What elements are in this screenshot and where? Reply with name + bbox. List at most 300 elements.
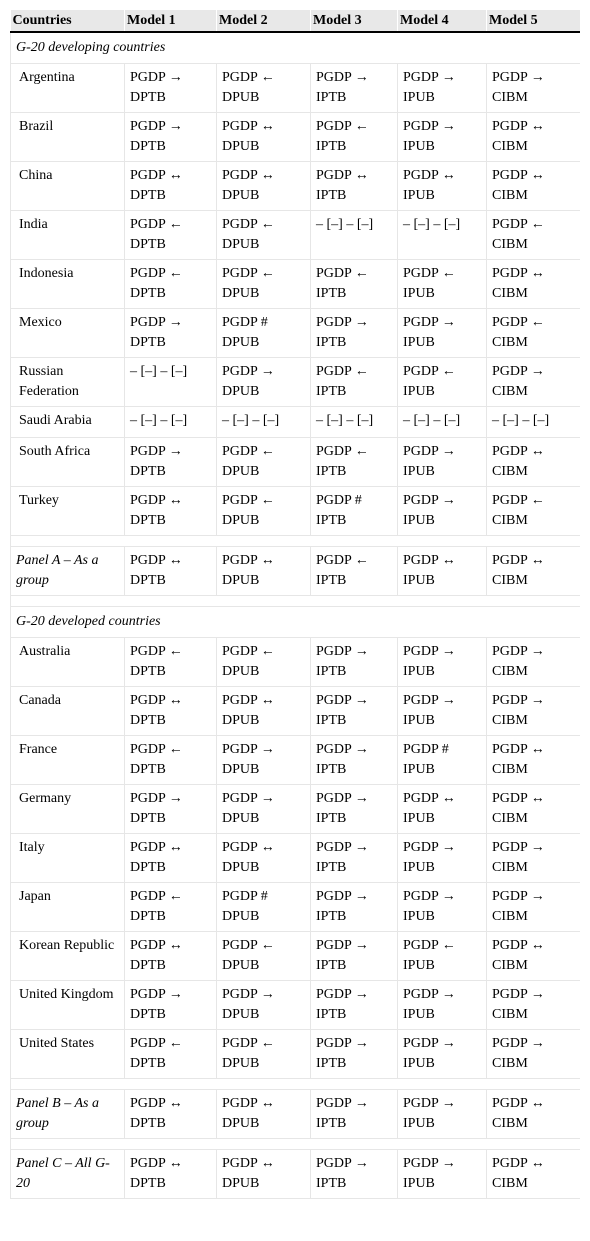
- result-relation: PGDP #: [403, 742, 449, 757]
- result-variable: DPTB: [130, 762, 166, 777]
- result-variable: IPTB: [316, 573, 347, 588]
- result-variable: CIBM: [492, 188, 528, 203]
- result-variable: IPUB: [403, 811, 435, 826]
- result-cell: [487, 547, 581, 596]
- result-cell: [487, 113, 581, 162]
- result-variable: DPUB: [222, 909, 260, 924]
- result-cell: [398, 113, 487, 162]
- result-variable: DPTB: [130, 573, 166, 588]
- result-cell: [217, 211, 311, 260]
- result-cell: [311, 211, 398, 260]
- result-relation: PGDP ↔: [222, 693, 275, 708]
- result-relation: PGDP →: [316, 938, 369, 953]
- country-name: France: [11, 736, 125, 785]
- section-heading: G-20 developed countries: [11, 607, 581, 638]
- result-variable: IPTB: [316, 464, 347, 479]
- table-row: [11, 785, 581, 834]
- result-variable: IPUB: [403, 1056, 435, 1071]
- result-relation: – [–] – [–]: [403, 413, 461, 428]
- result-variable: DPTB: [130, 811, 166, 826]
- result-relation: PGDP →: [492, 840, 545, 855]
- result-relation: PGDP ↔: [316, 168, 369, 183]
- result-cell: [311, 407, 398, 438]
- result-variable: IPUB: [403, 958, 435, 973]
- result-relation: PGDP →: [130, 987, 183, 1002]
- result-cell: [487, 407, 581, 438]
- table-row: [11, 438, 581, 487]
- result-relation: PGDP →: [403, 1036, 456, 1051]
- result-variable: IPUB: [403, 909, 435, 924]
- result-relation: – [–] – [–]: [316, 217, 374, 232]
- result-cell: [217, 113, 311, 162]
- result-variable: DPTB: [130, 909, 166, 924]
- result-relation: PGDP →: [316, 840, 369, 855]
- country-name: Australia: [11, 638, 125, 687]
- table-row: [11, 687, 581, 736]
- result-relation: PGDP →: [316, 987, 369, 1002]
- result-variable: IPTB: [316, 1007, 347, 1022]
- result-cell: [311, 113, 398, 162]
- result-relation: PGDP →: [130, 70, 183, 85]
- table-row: [11, 309, 581, 358]
- result-variable: IPUB: [403, 713, 435, 728]
- result-variable: IPTB: [316, 713, 347, 728]
- results-table-container: [10, 10, 580, 1231]
- result-relation: PGDP ↔: [492, 938, 545, 953]
- result-relation: PGDP ↔: [222, 1096, 275, 1111]
- result-cell: [125, 1090, 217, 1139]
- result-relation: PGDP →: [130, 791, 183, 806]
- result-cell: [398, 211, 487, 260]
- country-name: Italy: [11, 834, 125, 883]
- header-model-3: Model 3: [311, 10, 398, 32]
- result-relation: PGDP ↔: [130, 553, 183, 568]
- table-row: [11, 932, 581, 981]
- result-cell: [398, 260, 487, 309]
- result-variable: CIBM: [492, 286, 528, 301]
- country-name: South Africa: [11, 438, 125, 487]
- result-cell: [217, 309, 311, 358]
- result-relation: PGDP →: [403, 987, 456, 1002]
- country-name: Argentina: [11, 64, 125, 113]
- result-variable: DPTB: [130, 1116, 166, 1131]
- result-cell: [311, 834, 398, 883]
- result-relation: PGDP ←: [222, 444, 275, 459]
- result-cell: [487, 211, 581, 260]
- result-variable: CIBM: [492, 573, 528, 588]
- result-cell: [487, 64, 581, 113]
- panel-label: Panel B – As a group: [11, 1090, 125, 1139]
- result-relation: PGDP →: [492, 70, 545, 85]
- result-variable: DPUB: [222, 90, 260, 105]
- result-cell: [125, 64, 217, 113]
- result-relation: PGDP →: [403, 889, 456, 904]
- result-relation: PGDP ↔: [130, 693, 183, 708]
- result-relation: PGDP ↔: [130, 938, 183, 953]
- result-cell: [487, 438, 581, 487]
- result-cell: [398, 309, 487, 358]
- result-cell: [125, 883, 217, 932]
- result-cell: [311, 64, 398, 113]
- result-cell: [217, 834, 311, 883]
- result-variable: IPUB: [403, 1007, 435, 1022]
- result-variable: CIBM: [492, 713, 528, 728]
- result-variable: CIBM: [492, 1056, 528, 1071]
- header-model-4: Model 4: [398, 10, 487, 32]
- result-variable: DPUB: [222, 1176, 260, 1191]
- result-variable: IPTB: [316, 90, 347, 105]
- result-cell: [487, 687, 581, 736]
- result-relation: – [–] – [–]: [130, 364, 188, 379]
- result-relation: PGDP ↔: [130, 1096, 183, 1111]
- result-variable: IPTB: [316, 1056, 347, 1071]
- result-relation: PGDP →: [403, 70, 456, 85]
- result-variable: DPTB: [130, 1056, 166, 1071]
- result-relation: PGDP →: [222, 987, 275, 1002]
- result-relation: PGDP ←: [130, 889, 183, 904]
- result-cell: [487, 638, 581, 687]
- result-relation: PGDP #: [316, 493, 362, 508]
- result-cell: [125, 113, 217, 162]
- result-relation: PGDP →: [492, 1036, 545, 1051]
- spacer-row: [11, 536, 581, 547]
- result-cell: [398, 736, 487, 785]
- result-variable: IPUB: [403, 664, 435, 679]
- result-variable: IPTB: [316, 384, 347, 399]
- result-variable: IPUB: [403, 335, 435, 350]
- result-variable: CIBM: [492, 139, 528, 154]
- result-variable: CIBM: [492, 237, 528, 252]
- result-relation: PGDP →: [403, 315, 456, 330]
- result-variable: DPTB: [130, 1176, 166, 1191]
- result-cell: [125, 981, 217, 1030]
- result-cell: [217, 687, 311, 736]
- result-relation: PGDP ←: [316, 266, 369, 281]
- result-relation: PGDP →: [316, 315, 369, 330]
- result-variable: IPTB: [316, 139, 347, 154]
- result-relation: PGDP ←: [492, 217, 545, 232]
- result-variable: DPUB: [222, 860, 260, 875]
- result-relation: PGDP ←: [316, 364, 369, 379]
- result-relation: PGDP ←: [222, 493, 275, 508]
- result-variable: DPTB: [130, 958, 166, 973]
- panel-label: Panel C – All G-20: [11, 1150, 125, 1199]
- result-cell: [487, 834, 581, 883]
- result-cell: [487, 309, 581, 358]
- country-name: Turkey: [11, 487, 125, 536]
- result-cell: [311, 785, 398, 834]
- result-cell: [311, 883, 398, 932]
- section-heading-row: [11, 32, 581, 64]
- result-relation: PGDP →: [403, 119, 456, 134]
- result-relation: PGDP →: [316, 742, 369, 757]
- result-cell: [217, 64, 311, 113]
- result-relation: PGDP →: [403, 644, 456, 659]
- result-variable: CIBM: [492, 958, 528, 973]
- result-variable: IPTB: [316, 811, 347, 826]
- result-cell: [487, 883, 581, 932]
- result-relation: PGDP ↔: [130, 493, 183, 508]
- result-relation: PGDP ↔: [130, 840, 183, 855]
- result-cell: [217, 1090, 311, 1139]
- section-heading: G-20 developing countries: [11, 32, 581, 64]
- result-cell: [311, 358, 398, 407]
- result-cell: [311, 162, 398, 211]
- result-variable: CIBM: [492, 1116, 528, 1131]
- result-variable: DPTB: [130, 237, 166, 252]
- result-variable: DPUB: [222, 188, 260, 203]
- result-variable: DPUB: [222, 811, 260, 826]
- result-variable: IPUB: [403, 139, 435, 154]
- result-variable: CIBM: [492, 335, 528, 350]
- result-cell: [311, 1030, 398, 1079]
- result-cell: [398, 1090, 487, 1139]
- country-name: Japan: [11, 883, 125, 932]
- result-variable: IPUB: [403, 90, 435, 105]
- result-cell: [125, 407, 217, 438]
- result-cell: [311, 736, 398, 785]
- result-variable: CIBM: [492, 664, 528, 679]
- result-variable: CIBM: [492, 1007, 528, 1022]
- result-cell: [487, 736, 581, 785]
- result-relation: PGDP ←: [316, 553, 369, 568]
- result-variable: DPTB: [130, 464, 166, 479]
- result-relation: PGDP ↔: [130, 168, 183, 183]
- result-cell: [398, 638, 487, 687]
- result-cell: [398, 162, 487, 211]
- result-variable: DPUB: [222, 237, 260, 252]
- result-variable: IPTB: [316, 664, 347, 679]
- result-relation: PGDP →: [316, 889, 369, 904]
- result-cell: [125, 309, 217, 358]
- result-cell: [487, 1030, 581, 1079]
- country-name: Canada: [11, 687, 125, 736]
- result-relation: PGDP →: [130, 119, 183, 134]
- result-variable: IPUB: [403, 513, 435, 528]
- result-cell: [125, 785, 217, 834]
- result-variable: DPUB: [222, 713, 260, 728]
- result-relation: PGDP ↔: [222, 553, 275, 568]
- result-relation: PGDP →: [130, 315, 183, 330]
- causality-results-table: [10, 10, 580, 1199]
- result-relation: PGDP ←: [130, 266, 183, 281]
- result-variable: DPTB: [130, 188, 166, 203]
- result-variable: CIBM: [492, 513, 528, 528]
- table-row: [11, 64, 581, 113]
- result-variable: CIBM: [492, 860, 528, 875]
- result-relation: PGDP ←: [222, 217, 275, 232]
- result-cell: [217, 932, 311, 981]
- result-cell: [311, 932, 398, 981]
- result-variable: DPUB: [222, 762, 260, 777]
- result-cell: [487, 981, 581, 1030]
- result-variable: CIBM: [492, 384, 528, 399]
- result-variable: DPUB: [222, 464, 260, 479]
- result-relation: PGDP ←: [130, 644, 183, 659]
- result-cell: [217, 1030, 311, 1079]
- result-cell: [398, 1030, 487, 1079]
- result-relation: PGDP ←: [492, 493, 545, 508]
- result-relation: PGDP #: [222, 315, 268, 330]
- result-cell: [311, 1090, 398, 1139]
- result-cell: [217, 736, 311, 785]
- result-relation: PGDP →: [316, 791, 369, 806]
- result-cell: [311, 487, 398, 536]
- result-variable: DPUB: [222, 1116, 260, 1131]
- result-variable: DPTB: [130, 713, 166, 728]
- result-relation: PGDP →: [316, 693, 369, 708]
- table-row: [11, 736, 581, 785]
- table-row: [11, 113, 581, 162]
- country-name: Korean Republic: [11, 932, 125, 981]
- result-cell: [311, 687, 398, 736]
- result-relation: PGDP →: [403, 840, 456, 855]
- result-relation: PGDP →: [316, 1036, 369, 1051]
- result-relation: PGDP →: [403, 693, 456, 708]
- result-variable: IPTB: [316, 286, 347, 301]
- result-relation: PGDP ↔: [403, 553, 456, 568]
- result-cell: [398, 932, 487, 981]
- section-heading-row: [11, 607, 581, 638]
- result-cell: [125, 638, 217, 687]
- table-row: [11, 834, 581, 883]
- country-name: Mexico: [11, 309, 125, 358]
- result-variable: CIBM: [492, 90, 528, 105]
- result-variable: IPTB: [316, 335, 347, 350]
- panel-row: [11, 1150, 581, 1199]
- result-variable: DPUB: [222, 286, 260, 301]
- result-relation: PGDP →: [222, 791, 275, 806]
- result-cell: [125, 260, 217, 309]
- result-relation: PGDP ↔: [222, 1156, 275, 1171]
- result-relation: PGDP →: [222, 364, 275, 379]
- header-model-1: Model 1: [125, 10, 217, 32]
- result-cell: [487, 1090, 581, 1139]
- result-variable: IPTB: [316, 958, 347, 973]
- result-cell: [398, 834, 487, 883]
- result-cell: [398, 981, 487, 1030]
- result-variable: IPUB: [403, 1116, 435, 1131]
- result-cell: [311, 260, 398, 309]
- result-relation: PGDP ←: [222, 70, 275, 85]
- result-relation: PGDP ↔: [492, 119, 545, 134]
- result-relation: PGDP ←: [130, 217, 183, 232]
- result-cell: [487, 358, 581, 407]
- result-cell: [217, 785, 311, 834]
- table-row: [11, 211, 581, 260]
- result-cell: [398, 407, 487, 438]
- result-cell: [125, 1150, 217, 1199]
- panel-row: [11, 547, 581, 596]
- result-variable: IPUB: [403, 464, 435, 479]
- result-variable: DPTB: [130, 513, 166, 528]
- result-variable: CIBM: [492, 811, 528, 826]
- result-cell: [217, 438, 311, 487]
- result-cell: [125, 932, 217, 981]
- result-cell: [398, 547, 487, 596]
- result-relation: PGDP →: [403, 444, 456, 459]
- result-variable: IPUB: [403, 1176, 435, 1191]
- result-variable: DPUB: [222, 958, 260, 973]
- result-relation: PGDP →: [492, 693, 545, 708]
- table-row: [11, 883, 581, 932]
- result-variable: IPTB: [316, 1116, 347, 1131]
- result-cell: [125, 487, 217, 536]
- result-variable: CIBM: [492, 1176, 528, 1191]
- country-name: China: [11, 162, 125, 211]
- result-relation: PGDP ↔: [222, 840, 275, 855]
- result-variable: DPUB: [222, 139, 260, 154]
- table-row: [11, 1030, 581, 1079]
- table-row: [11, 487, 581, 536]
- result-variable: IPTB: [316, 1176, 347, 1191]
- result-variable: IPUB: [403, 762, 435, 777]
- result-variable: CIBM: [492, 464, 528, 479]
- result-relation: PGDP →: [403, 493, 456, 508]
- result-relation: PGDP ←: [222, 644, 275, 659]
- table-row: [11, 638, 581, 687]
- result-variable: IPTB: [316, 513, 347, 528]
- result-cell: [217, 358, 311, 407]
- result-cell: [125, 358, 217, 407]
- spacer-row: [11, 1139, 581, 1150]
- result-relation: PGDP →: [492, 889, 545, 904]
- result-relation: PGDP ←: [492, 315, 545, 330]
- header-model-5: Model 5: [487, 10, 581, 32]
- result-variable: DPTB: [130, 139, 166, 154]
- result-variable: IPTB: [316, 860, 347, 875]
- result-cell: [487, 162, 581, 211]
- result-cell: [398, 358, 487, 407]
- result-relation: PGDP ↔: [492, 444, 545, 459]
- result-cell: [125, 736, 217, 785]
- result-variable: DPTB: [130, 664, 166, 679]
- panel-row: [11, 1090, 581, 1139]
- result-cell: [487, 260, 581, 309]
- result-cell: [398, 687, 487, 736]
- result-relation: PGDP ←: [222, 1036, 275, 1051]
- result-cell: [398, 785, 487, 834]
- result-relation: PGDP ←: [403, 364, 456, 379]
- result-cell: [125, 687, 217, 736]
- result-relation: PGDP →: [316, 70, 369, 85]
- result-relation: PGDP ↔: [492, 1156, 545, 1171]
- result-relation: PGDP ↔: [492, 168, 545, 183]
- result-variable: DPTB: [130, 335, 166, 350]
- result-relation: PGDP ↔: [222, 119, 275, 134]
- result-relation: PGDP →: [492, 987, 545, 1002]
- result-relation: PGDP #: [222, 889, 268, 904]
- result-variable: DPTB: [130, 90, 166, 105]
- result-cell: [217, 162, 311, 211]
- result-cell: [487, 932, 581, 981]
- result-variable: DPUB: [222, 573, 260, 588]
- result-relation: PGDP →: [492, 364, 545, 379]
- country-name: Russian Federation: [11, 358, 125, 407]
- result-cell: [398, 64, 487, 113]
- result-cell: [217, 547, 311, 596]
- result-cell: [217, 638, 311, 687]
- result-relation: – [–] – [–]: [130, 413, 188, 428]
- result-cell: [398, 438, 487, 487]
- result-cell: [217, 487, 311, 536]
- result-relation: PGDP ↔: [403, 791, 456, 806]
- table-row: [11, 260, 581, 309]
- result-cell: [487, 785, 581, 834]
- result-variable: CIBM: [492, 909, 528, 924]
- result-cell: [311, 1150, 398, 1199]
- result-variable: IPUB: [403, 573, 435, 588]
